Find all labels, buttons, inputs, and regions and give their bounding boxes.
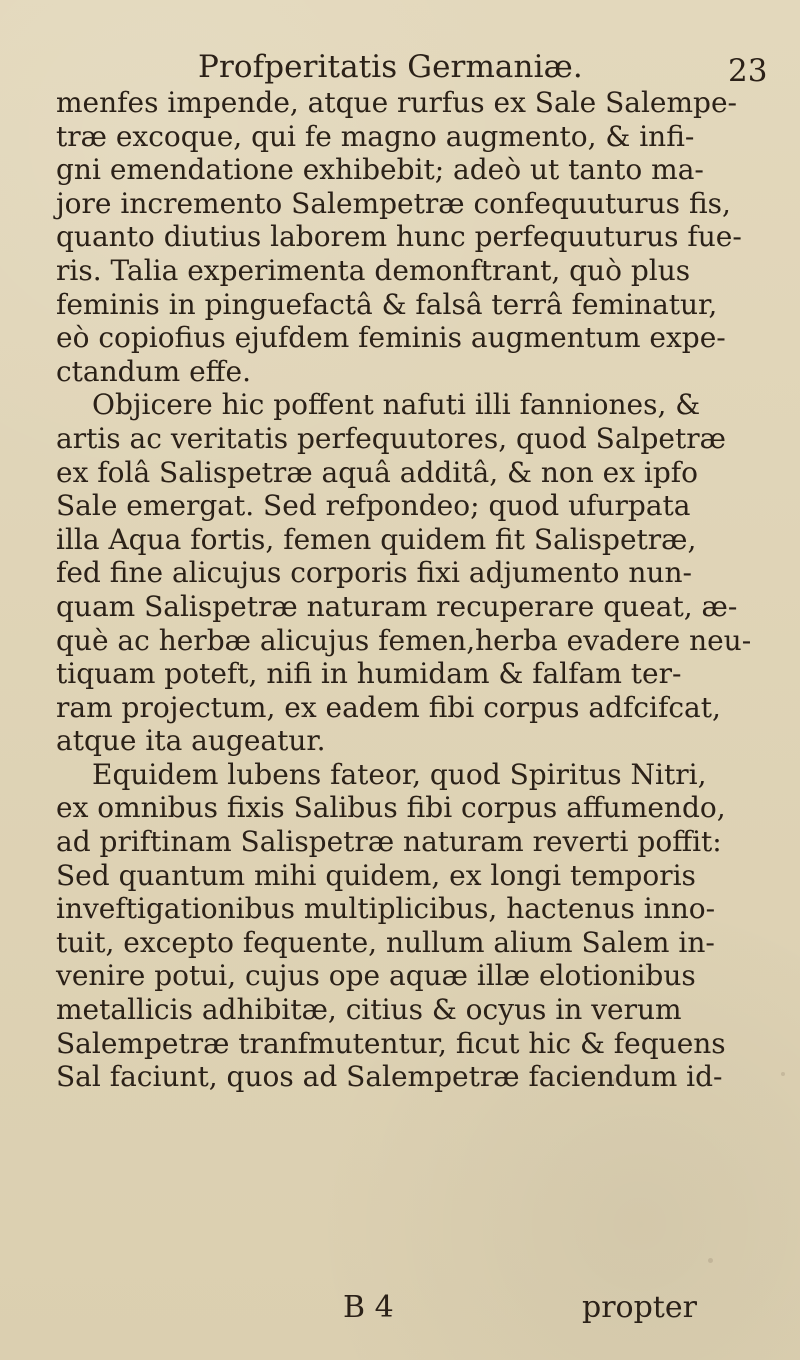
- page-number: 23: [728, 53, 768, 89]
- text-line: gni emendatione exhibebit; adeò ut tanto ma-: [56, 153, 704, 187]
- catchword: propter: [582, 1290, 697, 1325]
- text-line: Sed quantum mihi quidem, ex longi temporis: [56, 858, 696, 892]
- text-line: metallicis adhibitæ, citius & ocyus in verum: [56, 993, 682, 1027]
- text-line: venire potui, cujus ope aquæ illæ elotionibus: [56, 959, 696, 993]
- text-line: træ excoque, qui fe magno augmento, & infi-: [56, 119, 695, 153]
- signature-mark: B 4: [343, 1290, 394, 1325]
- text-line: ctandum effe.: [56, 354, 252, 388]
- text-line: tuit, excepto fequente, nullum alium Salem in-: [56, 925, 715, 959]
- text-line: quam Salispetræ naturam recuperare queat, æ-: [56, 589, 738, 623]
- text-line: inveftigationibus multiplicibus, hactenus inno-: [56, 892, 716, 926]
- text-line: què ac herbæ alicujus femen,herba evadere neu-: [56, 623, 752, 657]
- text-line: ad priftinam Salispetræ naturam reverti poffit:: [56, 825, 722, 859]
- text-line: illa Aqua fortis, femen quidem fit Salispetræ,: [56, 522, 697, 556]
- paragraph-start-line: Equidem lubens fateor, quod Spiritus Nitri,: [92, 757, 707, 791]
- text-line: ram projectum, ex eadem fibi corpus adfcifcat,: [56, 690, 721, 724]
- text-line: atque ita augeatur.: [56, 724, 326, 758]
- text-line: Sale emergat. Sed refpondeo; quod ufurpata: [56, 489, 691, 523]
- running-head: Profperitatis Germaniæ.: [198, 49, 583, 85]
- body-text: [56, 86, 764, 1094]
- text-line: Sal faciunt, quos ad Salempetræ faciendum id-: [56, 1060, 723, 1094]
- text-line: eò copiofius ejufdem feminis augmentum expe-: [56, 321, 726, 355]
- paper-speck: [708, 1258, 713, 1263]
- text-line: ex folâ Salispetræ aquâ additâ, & non ex ipfo: [56, 455, 699, 489]
- text-line: ex omnibus fixis Salibus fibi corpus affumendo,: [56, 791, 726, 825]
- text-line: fed fine alicujus corporis fixi adjumento nun-: [56, 556, 692, 590]
- text-line: jore incremento Salempetræ confequuturus fis,: [56, 186, 731, 220]
- text-line: Salempetræ tranfmutentur, ficut hic & fequens: [56, 1026, 726, 1060]
- paper-speck: [781, 1072, 785, 1076]
- text-line: menfes impende, atque rurfus ex Sale Salempe-: [56, 86, 737, 119]
- page-header: [0, 42, 800, 89]
- text-line: artis ac veritatis perfequutores, quod Salpetræ: [56, 421, 726, 455]
- text-line: feminis in pinguefactâ & falsâ terrâ feminatur,: [56, 287, 718, 321]
- paragraph-start-line: Objicere hic poffent nafuti illi fanniones, &: [92, 388, 701, 422]
- text-line: quanto diutius laborem hunc perfequuturus fue-: [56, 220, 742, 254]
- text-line: tiquam poteft, nifi in humidam & falfam ter-: [56, 657, 682, 691]
- page-footer: [0, 1290, 800, 1333]
- text-line: ris. Talia experimenta demonftrant, quò plus: [56, 253, 691, 287]
